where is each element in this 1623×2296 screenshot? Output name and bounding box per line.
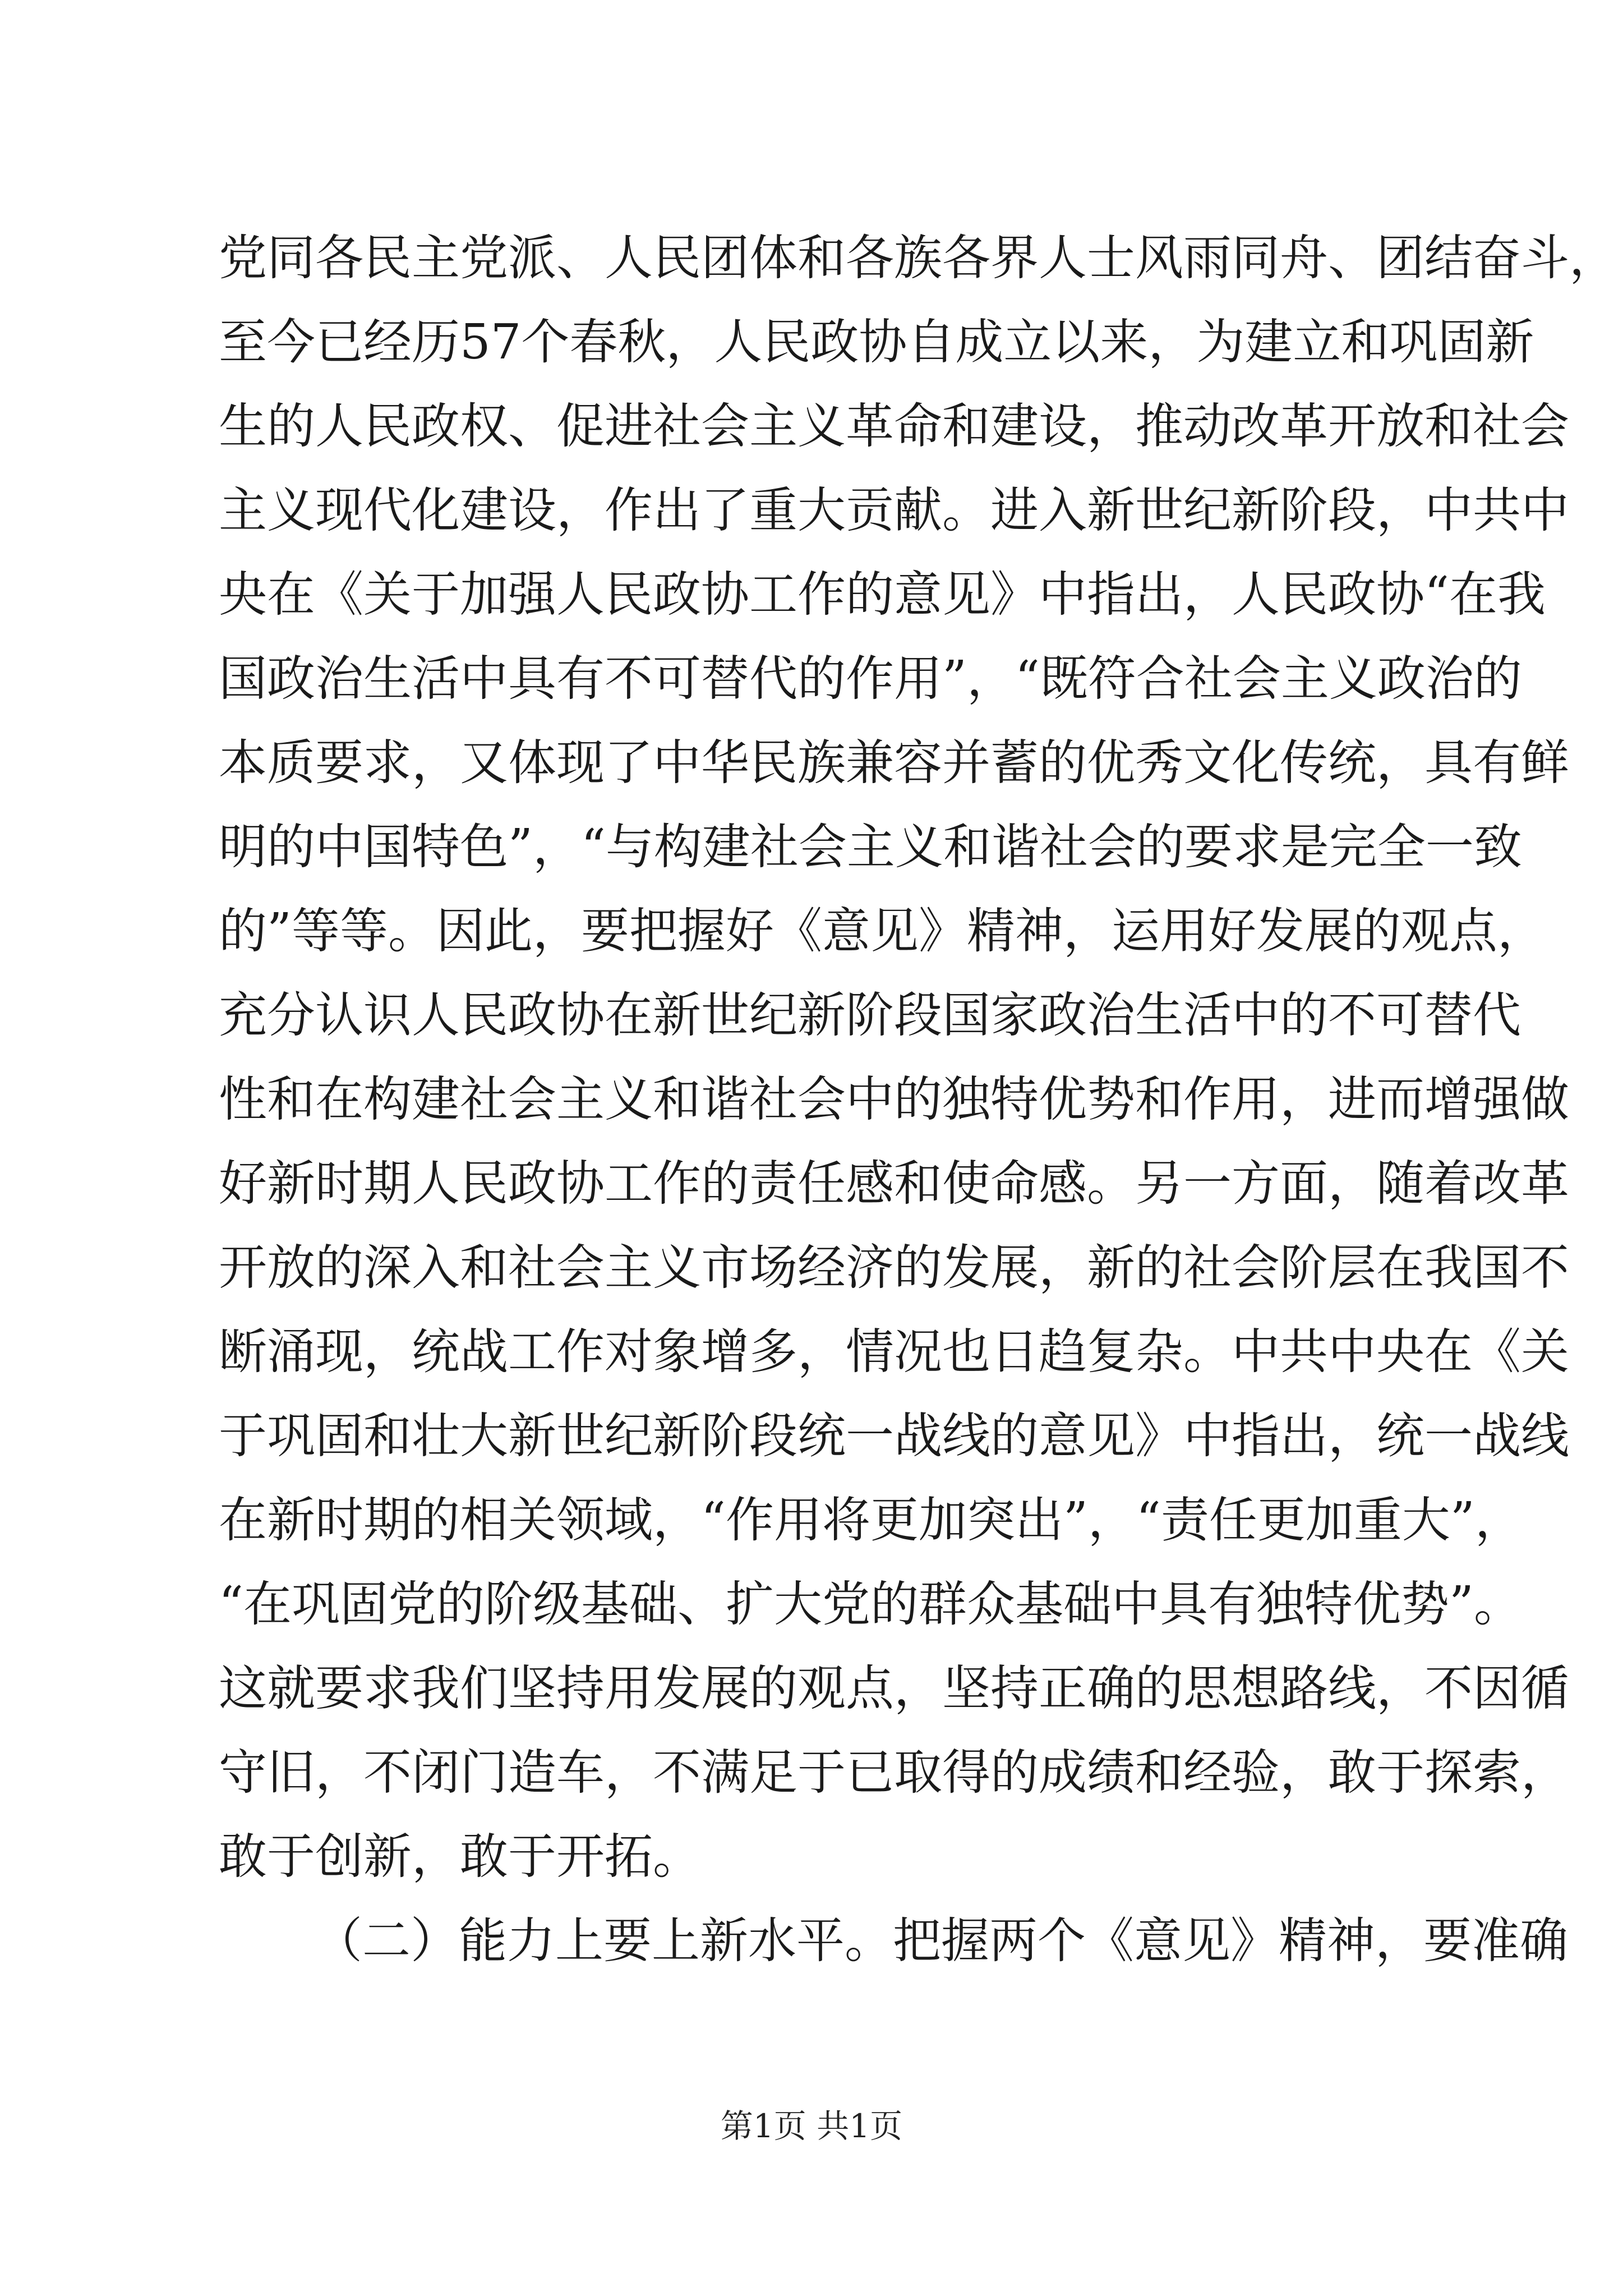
body-line-7: 本质要求，又体现了中华民族兼容并蓄的优秀文化传统，具有鲜 [219, 735, 1569, 791]
body-line-17: “在巩固党的阶级基础、扩大党的群众基础中具有独特优势”。 [219, 1576, 1522, 1632]
body-line-21: （二）能力上要上新水平。把握两个《意见》精神，要准确 [314, 1913, 1568, 1969]
body-line-13: 开放的深入和社会主义市场经济的发展，新的社会阶层在我国不 [219, 1240, 1569, 1296]
body-line-14: 断涌现，统战工作对象增多，情况也日趋复杂。中共中央在《关 [219, 1324, 1569, 1380]
body-line-15: 于巩固和壮大新世纪新阶段统一战线的意见》中指出，统一战线 [219, 1408, 1569, 1464]
body-line-20: 敢于创新，敢于开拓。 [219, 1829, 701, 1885]
body-line-1: 党同各民主党派、人民团体和各族各界人士风雨同舟、团结奋斗， [219, 230, 1617, 286]
body-line-19: 守旧，不闭门造车，不满足于已取得的成绩和经验，敢于探索， [219, 1745, 1569, 1801]
body-line-10: 充分认识人民政协在新世纪新阶段国家政治生活中的不可替代 [219, 987, 1521, 1043]
body-line-18: 这就要求我们坚持用发展的观点，坚持正确的思想路线，不因循 [219, 1660, 1569, 1717]
body-line-5: 央在《关于加强人民政协工作的意见》中指出，人民政协“在我 [219, 567, 1546, 623]
page-number-footer: 第1页 共1页 [720, 2107, 903, 2145]
body-line-16: 在新时期的相关领域，“作用将更加突出”，“责任更加重大”， [219, 1492, 1523, 1548]
body-line-2: 至今已经历57个春秋，人民政协自成立以来，为建立和巩固新 [219, 314, 1534, 370]
body-line-12: 好新时期人民政协工作的责任感和使命感。另一方面，随着改革 [219, 1156, 1569, 1212]
body-line-8: 明的中国特色”，“与构建社会主义和谐社会的要求是完全一致 [219, 819, 1522, 875]
body-line-11: 性和在构建社会主义和谐社会中的独特优势和作用，进而增强做 [219, 1071, 1569, 1128]
body-line-3: 生的人民政权、促进社会主义革命和建设，推动改革开放和社会 [219, 398, 1569, 454]
body-line-6: 国政治生活中具有不可替代的作用”，“既符合社会主义政治的 [219, 651, 1522, 707]
body-line-4: 主义现代化建设，作出了重大贡献。进入新世纪新阶段，中共中 [219, 482, 1569, 539]
body-line-9: 的”等等。因此，要把握好《意见》精神，运用好发展的观点， [219, 903, 1546, 959]
